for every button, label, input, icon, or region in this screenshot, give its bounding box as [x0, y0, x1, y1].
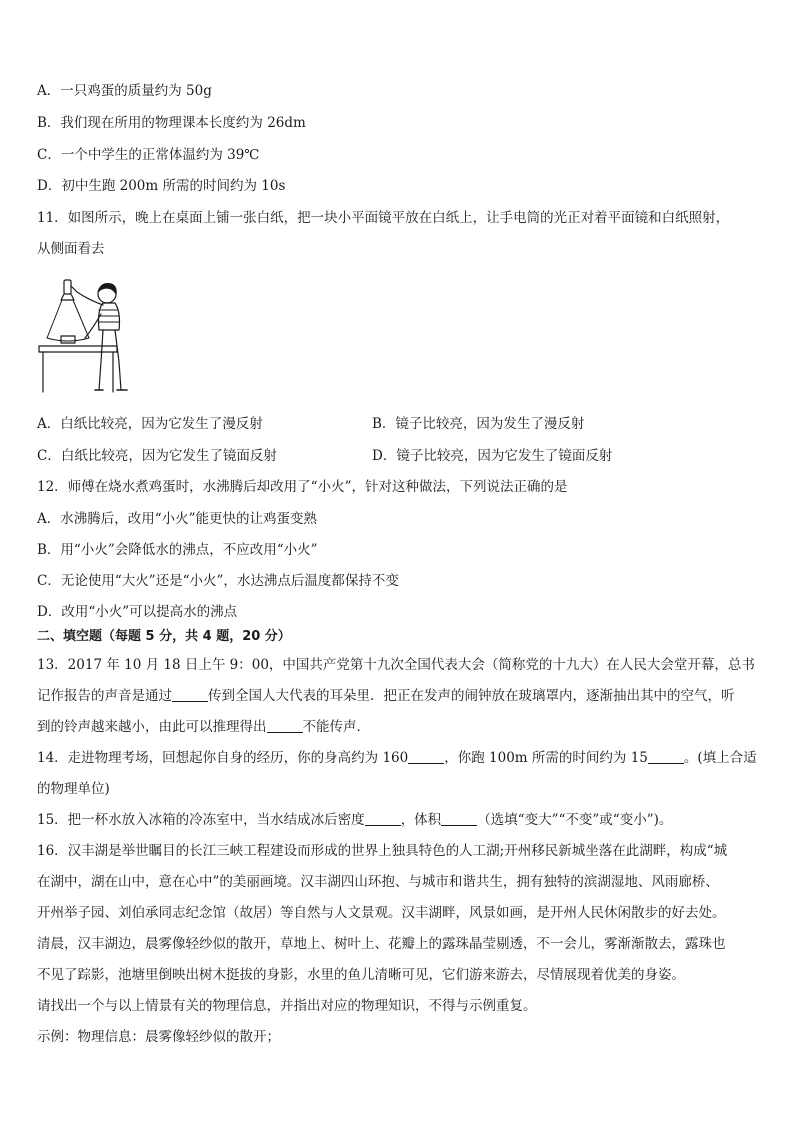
q15-text-b: ，体积 — [400, 812, 442, 828]
q11-option-d: D．镜子比较亮，因为它发生了镜面反射 — [372, 448, 613, 464]
q13-blank-2 — [267, 718, 303, 733]
q13-line1: 13．2017 年 10 月 18 日上午 9：00，中国共产党第十九次全国代表大会（简称党的十九大）在人民大会堂开幕，总书 — [37, 657, 755, 673]
q16-line2: 在湖中，湖在山中，意在心中”的美丽画境。汉丰湖四山环抱、与城市和谐共生，拥有独特的滨湖湿地、风雨廊桥、 — [37, 874, 719, 890]
q14-line1-text-a: 14．走进物理考场，回想起你自身的经历，你的身高约为 160 — [37, 750, 409, 766]
q10-option-c: C．一个中学生的正常体温约为 39℃ — [37, 147, 260, 163]
section-title-fill-in: 二、填空题（每题 5 分，共 4 题，20 分） — [37, 629, 291, 644]
table-top — [39, 346, 117, 352]
q11-option-a: A．白纸比较亮，因为它发生了漫反射 — [37, 416, 263, 432]
q12-option-a: A．水沸腾后，改用“小火”能更快的让鸡蛋变熟 — [37, 511, 318, 527]
q11-option-c: C．白纸比较亮，因为它发生了镜面反射 — [37, 448, 277, 464]
q14-blank-1 — [408, 749, 444, 764]
q10-option-d: D．初中生跑 200m 所需的时间约为 10s — [37, 178, 286, 194]
q13-line2-text-b: 传到全国人大代表的耳朵里．把正在发声的闹钟放在玻璃罩内，逐渐抽出其中的空气，听 — [208, 688, 735, 704]
q13-line3 — [37, 717, 370, 737]
q12-stem: 12．师傅在烧水煮鸡蛋时，水沸腾后却改用了“小火”，针对这种做法，下列说法正确的是 — [37, 479, 568, 495]
q14-blank-2 — [648, 749, 684, 764]
q15-line — [37, 810, 672, 830]
q15-blank-2 — [441, 811, 477, 826]
q14-line2: 的物理单位) — [37, 781, 110, 797]
q12-option-d: D．改用“小火”可以提高水的沸点 — [37, 604, 238, 620]
q13-line2 — [37, 686, 735, 706]
q11-stem-line2: 从侧面看去 — [37, 241, 105, 257]
q16-line5: 不见了踪影，池塘里倒映出树木挺拔的身影，水里的鱼儿清晰可见，它们游来游去，尽情展现着优美的身姿。 — [37, 967, 685, 983]
q15-text-c: （选填“变大”“不变”或“变小”)。 — [477, 812, 673, 828]
q16-line1: 16．汉丰湖是举世瞩目的长江三峡工程建设而形成的世界上独具特色的人工湖;开州移民新城坐落在此湖畔，构成“城 — [37, 843, 728, 859]
q13-line3-text-b: 不能传声． — [302, 719, 370, 735]
q14-line1-text-c: 。(填上合适 — [683, 750, 757, 766]
q16-line3: 开州举子园、刘伯承同志纪念馆（故居）等自然与人文景观。汉丰湖畔，风景如画，是开州人民休闲散步的好去处。 — [37, 905, 726, 921]
q15-text-a: 15．把一杯水放入冰箱的冷冻室中，当水结成冰后密度 — [37, 812, 365, 828]
q15-blank-1 — [365, 811, 401, 826]
q12-option-b: B．用“小火”会降低水的沸点，不应改用“小火” — [37, 542, 318, 558]
q14-line1 — [37, 748, 757, 768]
q14-line1-text-b: ，你跑 100m 所需的时间约为 15 — [444, 750, 648, 766]
q13-blank-1 — [172, 687, 208, 702]
q16-line7: 示例：物理信息：晨雾像轻纱似的散开； — [37, 1029, 280, 1045]
q10-option-b: B．我们现在所用的物理课本长度约为 26dm — [37, 115, 306, 131]
q11-option-b: B．镜子比较亮，因为发生了漫反射 — [372, 416, 585, 432]
q12-option-c: C．无论使用“大火”还是“小火”，水达沸点后温度都保持不变 — [37, 573, 399, 589]
q16-line6: 请找出一个与以上情景有关的物理信息，并指出对应的物理知识，不得与示例重复。 — [37, 998, 537, 1014]
q13-line2-text-a: 记作报告的声音是通过 — [37, 688, 172, 704]
q13-line3-text-a: 到的铃声越来越小，由此可以推理得出 — [37, 719, 267, 735]
q10-option-a: A．一只鸡蛋的质量约为 50g — [37, 83, 212, 99]
q11-stem-line1: 11．如图所示，晚上在桌面上铺一张白纸，把一块小平面镜平放在白纸上，让手电筒的光正对着平面镜和白纸照射， — [37, 210, 730, 226]
flashlight-mirror-figure — [37, 272, 143, 394]
q16-line4: 清晨，汉丰湖边，晨雾像轻纱似的散开，草地上、树叶上、花瓣上的露珠晶莹剔透，不一会儿，雾渐渐散去，露珠也 — [37, 936, 726, 952]
